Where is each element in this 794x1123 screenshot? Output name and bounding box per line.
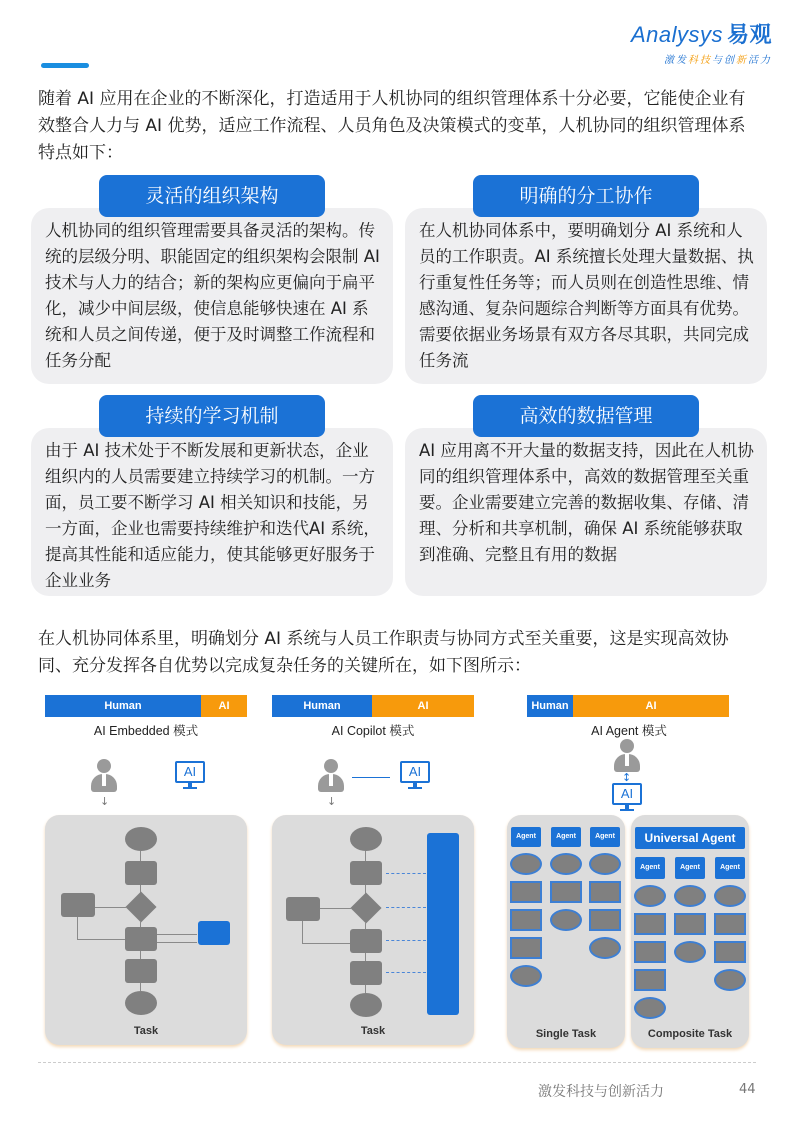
card-title: 明确的分工协作 (473, 175, 699, 217)
task-label: Task (360, 1025, 386, 1037)
arrow-down-icon: ↓ (100, 795, 110, 808)
human-ai-ratio-bar (272, 695, 474, 717)
start-node (125, 827, 157, 851)
human-segment: Human (527, 695, 573, 717)
process-node (125, 927, 157, 951)
agent-box: Agent (635, 857, 665, 879)
card-title: 高效的数据管理 (473, 395, 699, 437)
decision-node (350, 892, 381, 923)
end-node (350, 993, 382, 1017)
mode-title: AI Agent 模式 (591, 724, 667, 738)
mode-title: AI Copilot 模式 (331, 724, 415, 738)
tagline-part: 激发 (664, 55, 688, 66)
ai-segment: AI (372, 695, 474, 717)
ai-monitor-icon: AI (175, 761, 205, 791)
agent-box: Agent (675, 857, 705, 879)
task-label: Composite Task (647, 1028, 733, 1040)
task-panel (272, 815, 474, 1045)
brand-logo (631, 18, 772, 66)
diagram-ai-embedded (45, 695, 247, 1050)
diagram-ai-copilot (272, 695, 474, 1050)
card-body: 在人机协同体系中，要明确划分 AI 系统和人员的工作职责。AI 系统擅长处理大量数据、执行重复性任务等；而人员则在创造性思维、情感沟通、复杂问题综合判断等方面具有优势。需要依据业务场景有双方各尽其职，共同完成任务流 (405, 208, 767, 384)
process-node (61, 893, 95, 917)
single-task-panel (507, 815, 625, 1048)
logo-cn: 易观 (726, 22, 772, 47)
universal-agent-box: Universal Agent (635, 827, 745, 849)
person-icon (91, 759, 117, 793)
mode-title: AI Embedded 模式 (93, 724, 199, 738)
process-node (125, 861, 157, 885)
card-title: 灵活的组织架构 (99, 175, 325, 217)
logo-en: Analysys (630, 22, 723, 47)
agent-box: Agent (551, 827, 581, 847)
footer-slogan: 激发科技与创新活力 (538, 1084, 664, 1100)
agent-box: Agent (511, 827, 541, 847)
task-panel (45, 815, 247, 1045)
agent-box: Agent (590, 827, 620, 847)
ai-monitor-icon: AI (612, 783, 642, 813)
start-node (350, 827, 382, 851)
tagline-part: 与创 (712, 55, 736, 66)
card-body: AI 应用离不开大量的数据支持，因此在人机协同的组织管理体系中，高效的数据管理至关重要。企业需要建立完善的数据收集、存储、清理、分析和共享机制，确保 AI 系统能够获取到准确、完整且有用的数据 (405, 428, 767, 596)
agent-box: Agent (715, 857, 745, 879)
card-body: 人机协同的组织管理需要具备灵活的架构。传统的层级分明、职能固定的组织架构会限制 AI 技术与人力的结合；新的架构应更偏向于扁平化，减少中间层级，使信息能够快速在 AI 系统和人员之间传递，便于及时调整工作流程和任务分配 (31, 208, 393, 384)
ai-segment: AI (573, 695, 729, 717)
accent-bar (41, 63, 89, 68)
intro-paragraph: 随着 AI 应用在企业的不断深化，打造适用于人机协同的组织管理体系十分必要，它能使企业有效整合人力与 AI 优势，适应工作流程、人员角色及决策模式的变革，人机协同的组织管理体系特点如下： (38, 89, 746, 163)
person-icon (614, 739, 640, 773)
ai-copilot-bar (427, 833, 459, 1015)
tagline-part: 新 (736, 55, 748, 66)
end-node (125, 991, 157, 1015)
logo-tagline (631, 51, 772, 66)
process-node (350, 861, 382, 885)
human-ai-ratio-bar (527, 695, 729, 717)
transition-paragraph: 在人机协同体系里，明确划分 AI 系统与人员工作职责与协同方式至关重要，这是实现高效协同、充分发挥各自优势以完成复杂任务的关键所在，如下图所示： (38, 629, 729, 676)
logo-wordmark (631, 18, 772, 49)
arrow-down-icon: ↓ (327, 795, 337, 808)
person-icon (318, 759, 344, 793)
card-title: 持续的学习机制 (99, 395, 325, 437)
ai-node (198, 921, 230, 945)
composite-task-panel (631, 815, 749, 1048)
ai-monitor-icon: AI (400, 761, 430, 791)
card-body: 由于 AI 技术处于不断发展和更新状态，企业组织内的人员需要建立持续学习的机制。一方面，员工要不断学习 AI 相关知识和技能，另一方面，企业也需要持续维护和迭代AI 系统，提高其性能和适应能力，使其能够更好服务于企业业务 (31, 428, 393, 596)
decision-node (125, 891, 156, 922)
process-node (350, 961, 382, 985)
arrow-right-icon (352, 777, 390, 778)
process-node (350, 929, 382, 953)
human-segment: Human (45, 695, 201, 717)
tagline-part: 活力 (748, 55, 772, 66)
bidirectional-arrow-icon: ↕ (622, 771, 632, 784)
process-node (125, 959, 157, 983)
human-segment: Human (272, 695, 372, 717)
tagline-part: 科技 (688, 55, 712, 66)
process-node (286, 897, 320, 921)
page-number: 44 (739, 1082, 756, 1097)
task-label: Single Task (535, 1028, 597, 1040)
human-ai-ratio-bar (45, 695, 247, 717)
ai-segment: AI (201, 695, 247, 717)
footer-divider (38, 1062, 756, 1063)
task-label: Task (133, 1025, 159, 1037)
diagram-ai-agent (507, 695, 751, 1050)
